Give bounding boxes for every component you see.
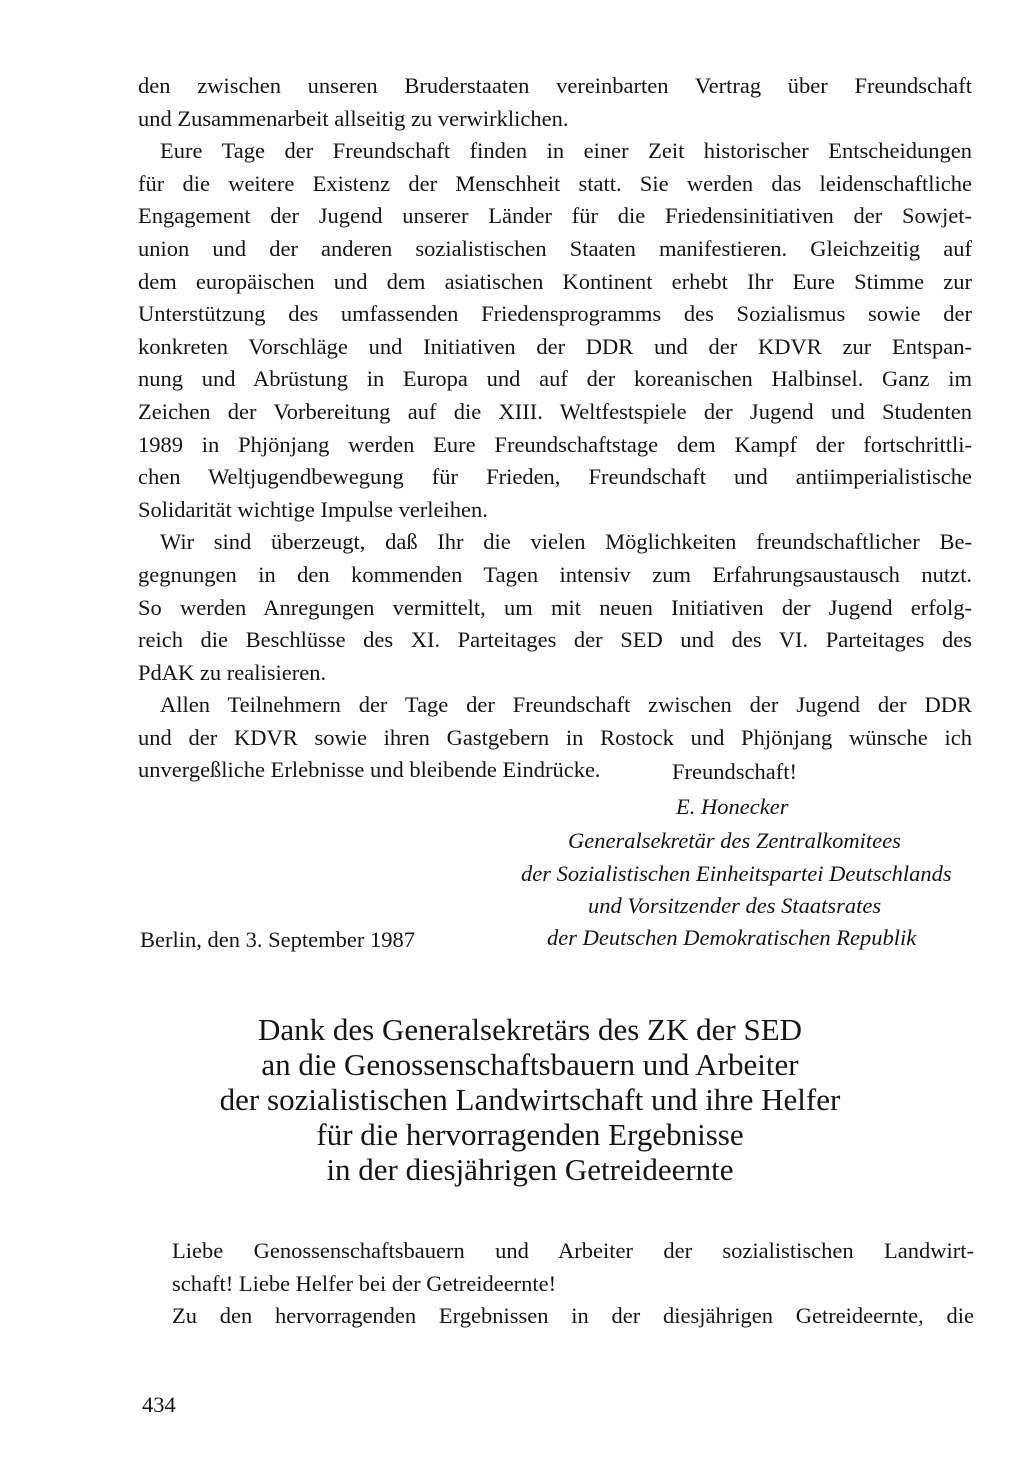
body-line: gegnungen in den kommenden Tagen intensiv zum Erfahrungsaustausch nutzt. bbox=[138, 561, 972, 587]
heading-line: Dank des Generalsekretärs des ZK der SED bbox=[257, 1012, 803, 1047]
body-line: Zu den hervorragenden Ergebnissen in der diesjährigen Getreideernte, die bbox=[172, 1303, 974, 1329]
closing-salutation: Freundschaft! bbox=[672, 759, 797, 784]
signatory-title-line: Generalsekretär des Zentralkomitees bbox=[568, 828, 901, 853]
heading-line: für die hervorragenden Ergebnisse bbox=[316, 1117, 744, 1152]
body-line: Liebe Genossenschaftsbauern und Arbeiter der sozialistischen Landwirt- bbox=[172, 1238, 974, 1263]
body-line: nung und Abrüstung in Europa und auf der koreanischen Halbinsel. Ganz im bbox=[138, 366, 972, 392]
body-line: Engagement der Jugend unserer Länder für die Friedensinitiativen der Sowjet- bbox=[138, 203, 972, 229]
body-line: Solidarität wichtige Impulse verleihen. bbox=[138, 496, 488, 522]
body-line: Wir sind überzeugt, daß Ihr die vielen Möglichkeiten freundschaftlicher Be- bbox=[160, 529, 972, 555]
body-line: und Zusammenarbeit allseitig zu verwirklichen. bbox=[138, 105, 569, 131]
body-line: unvergeßliche Erlebnisse und bleibende Eindrücke. bbox=[138, 757, 601, 783]
signatory-title-line: und Vorsitzender des Staatsrates bbox=[588, 893, 882, 918]
signatory-title-line: der Sozialistischen Einheitspartei Deutschlands bbox=[521, 861, 952, 886]
section-heading bbox=[150, 1012, 910, 1187]
body-line: konkreten Vorschläge und Initiativen der DDR und der KDVR zur Entspan- bbox=[138, 333, 972, 359]
second-letter-body bbox=[172, 1235, 974, 1333]
body-line: schaft! Liebe Helfer bei der Getreideernte! bbox=[172, 1270, 557, 1296]
signatory-title-line: der Deutschen Demokratischen Republik bbox=[547, 925, 917, 950]
body-line: Zeichen der Vorbereitung auf die XIII. Weltfestspiele der Jugend und Studenten bbox=[138, 398, 972, 424]
body-line: Allen Teilnehmern der Tage der Freundschaft zwischen der Jugend der DDR bbox=[160, 692, 972, 718]
letter-body bbox=[138, 70, 972, 787]
body-line: und der KDVR sowie ihren Gastgebern in Rostock und Phjönjang wünsche ich bbox=[138, 724, 972, 750]
body-line: 1989 in Phjönjang werden Eure Freundschaftstage dem Kampf der fortschrittli- bbox=[138, 431, 972, 457]
signatory-name: E. Honecker bbox=[676, 794, 789, 819]
body-line: reich die Beschlüsse des XI. Parteitages der SED und des VI. Parteitages des bbox=[138, 627, 972, 653]
body-line: dem europäischen und dem asiatischen Kontinent erhebt Ihr Eure Stimme zur bbox=[138, 268, 972, 294]
place-date: Berlin, den 3. September 1987 bbox=[140, 927, 415, 952]
body-line: chen Weltjugendbewegung für Frieden, Freundschaft und antiimperialistische bbox=[138, 464, 972, 490]
heading-line: an die Genossenschaftsbauern und Arbeiter bbox=[261, 1047, 799, 1082]
body-line: Unterstützung des umfassenden Friedensprogramms des Sozialismus sowie der bbox=[138, 301, 972, 327]
body-line: PdAK zu realisieren. bbox=[138, 659, 327, 685]
page-number: 434 bbox=[142, 1392, 176, 1417]
body-line: So werden Anregungen vermittelt, um mit neuen Initiativen der Jugend erfolg- bbox=[138, 594, 972, 620]
body-line: union und der anderen sozialistischen Staaten manifestieren. Gleichzeitig auf bbox=[138, 235, 972, 261]
heading-line: in der diesjährigen Getreideernte bbox=[326, 1152, 734, 1187]
body-line: den zwischen unseren Bruderstaaten vereinbarten Vertrag über Freundschaft bbox=[138, 73, 972, 98]
heading-line: der sozialistischen Landwirtschaft und ihre Helfer bbox=[219, 1082, 841, 1117]
body-line: für die weitere Existenz der Menschheit statt. Sie werden das leidenschaftliche bbox=[138, 170, 972, 196]
body-line: Eure Tage der Freundschaft finden in einer Zeit historischer Entscheidungen bbox=[160, 138, 972, 164]
